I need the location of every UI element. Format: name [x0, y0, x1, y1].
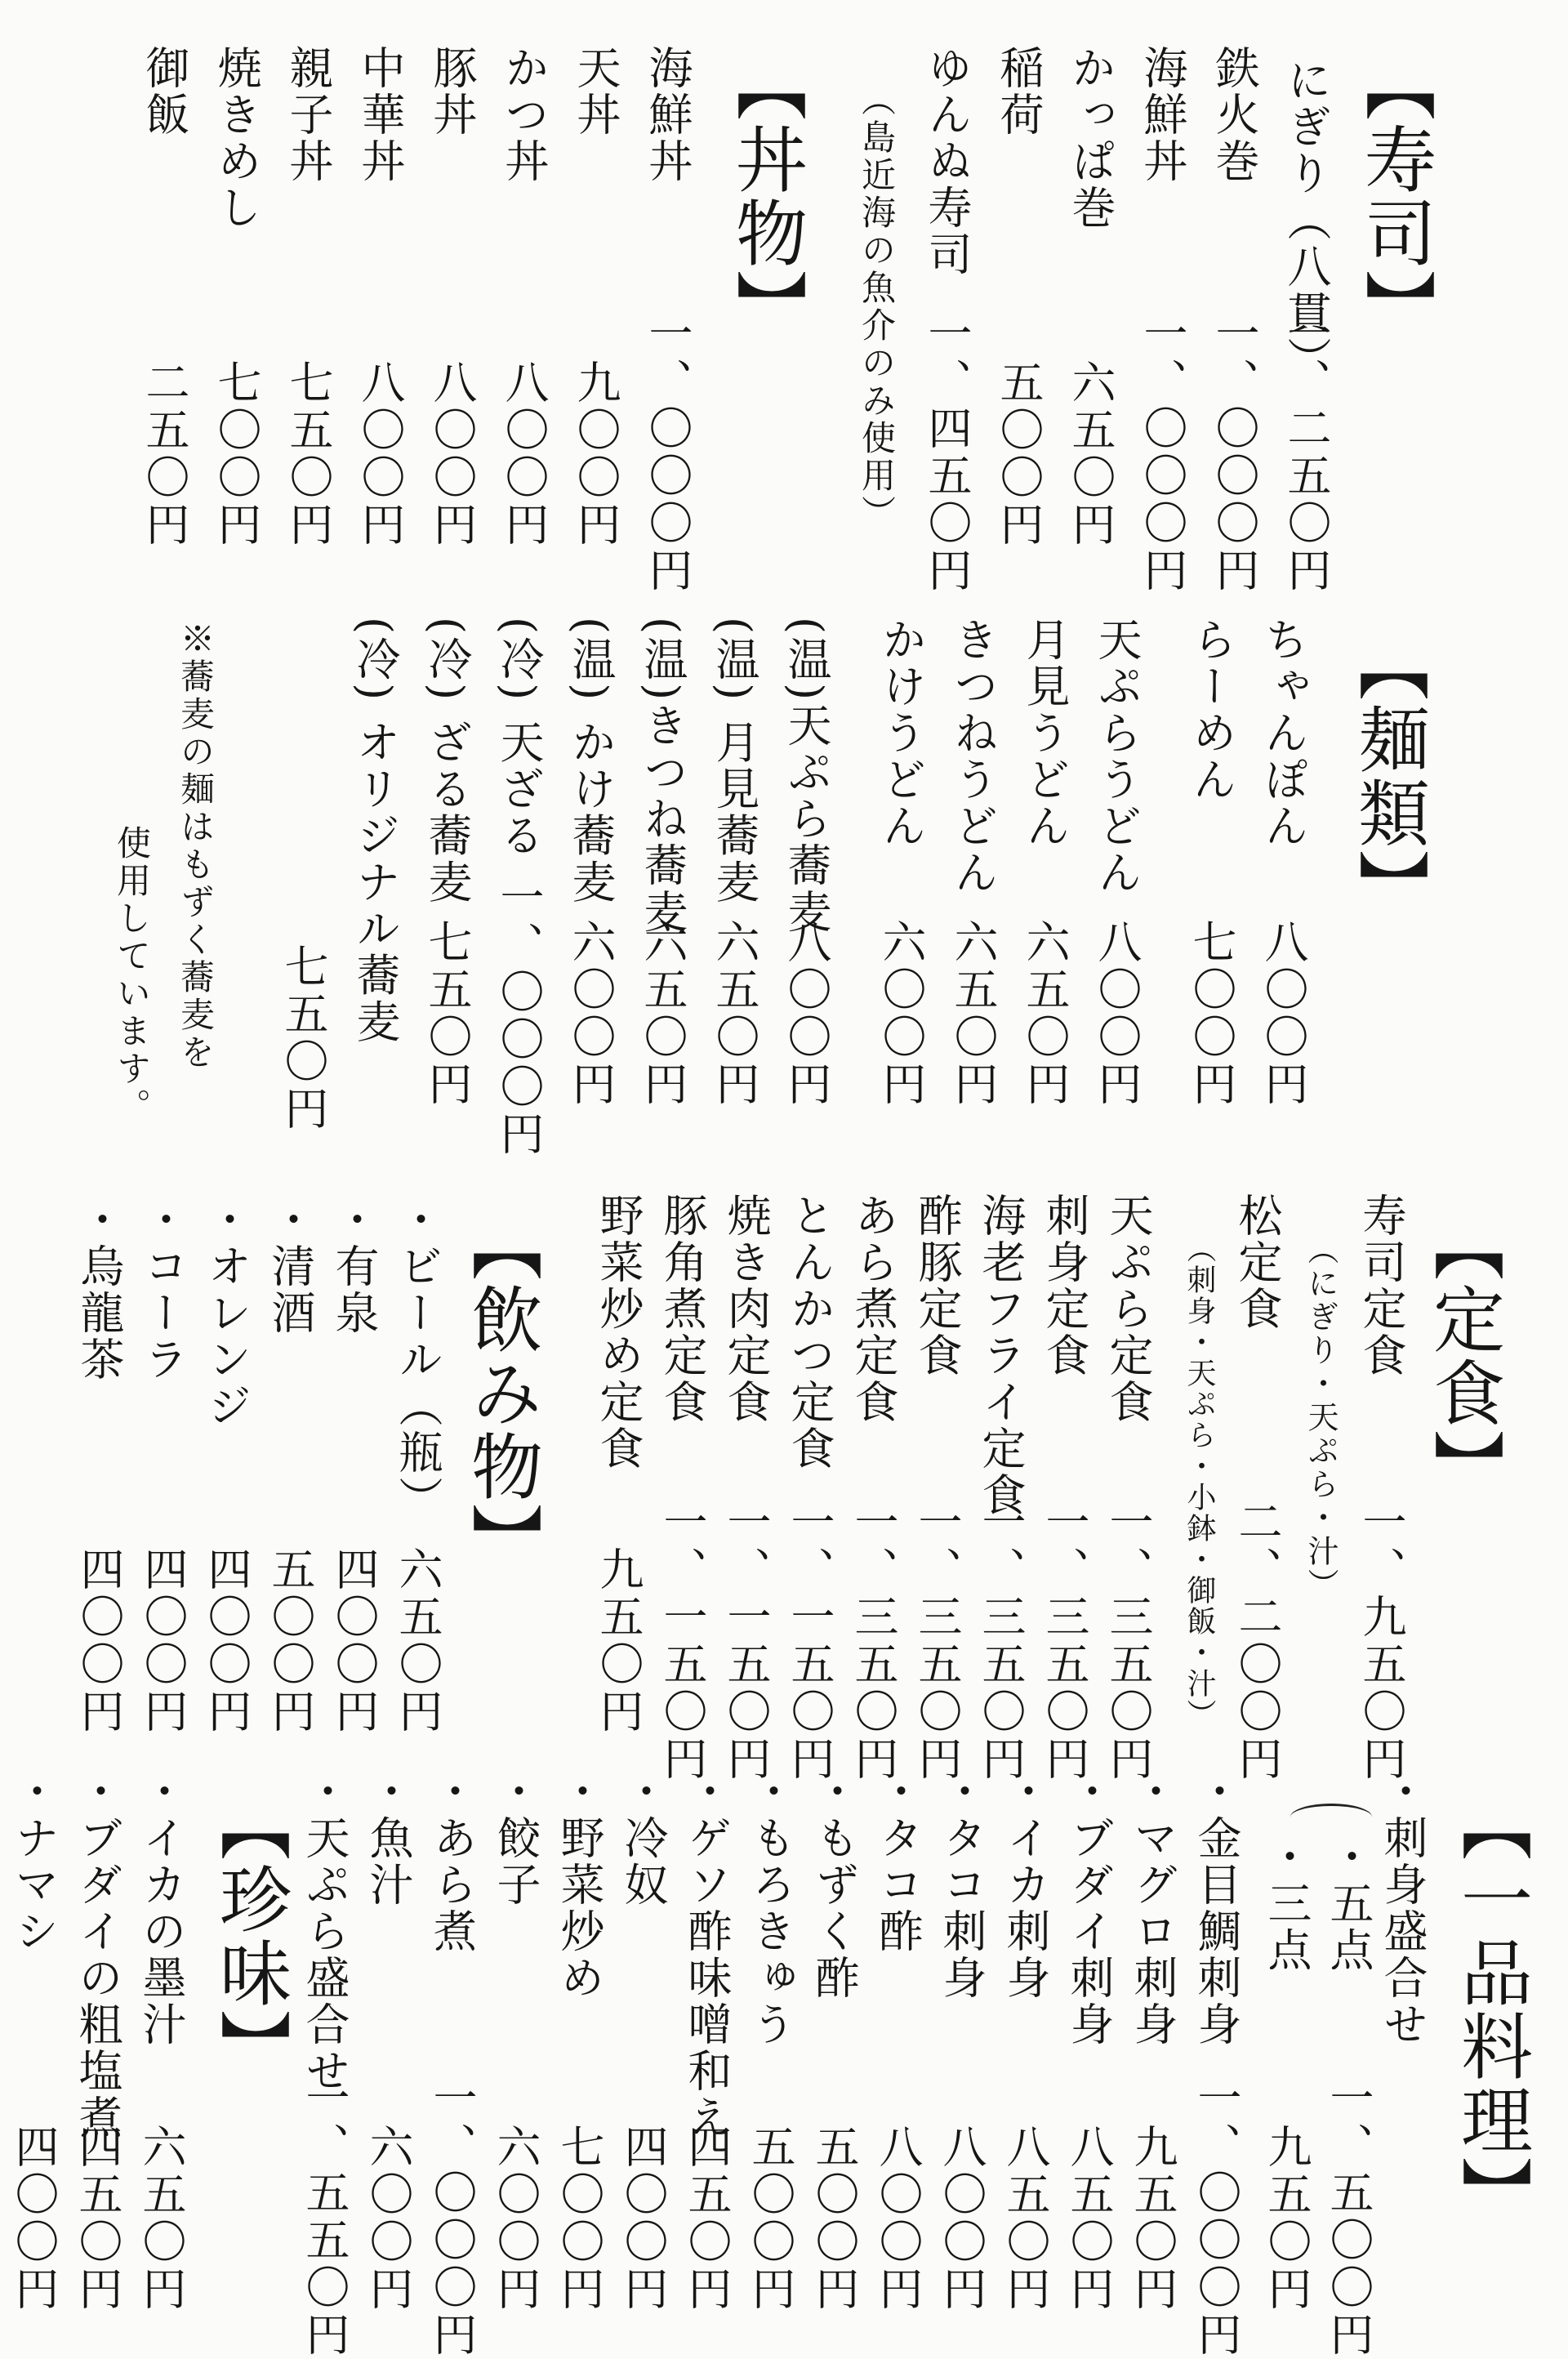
drinks-item-price: 四〇〇円 [137, 1546, 189, 1736]
teishoku-item-name: とんかつ定食 [784, 1193, 835, 1472]
sushi-item-name: 稲荷 [993, 45, 1045, 138]
ippin-item-name: ・ 魚汁 [366, 1768, 410, 1908]
donburi-item-name: かつ丼 [498, 45, 550, 185]
noodles-item-name: (温) 月見蕎麦 [709, 617, 760, 906]
noodles-item-name: らーめん [1186, 617, 1237, 803]
ippin-brace [1290, 1804, 1372, 1831]
ippin-sashimi-five-price: 一、五〇〇円 [1323, 2075, 1374, 2359]
drinks-item-price: 六五〇円 [392, 1546, 443, 1736]
ippin-item-name: ・ 野菜炒め [557, 1768, 601, 2001]
teishoku-item-price: 一、一五〇円 [720, 1499, 772, 1783]
ippin-item-name: ・ ブダイ刺身 [1067, 1768, 1111, 2048]
donburi-item-price: 九〇〇円 [570, 359, 621, 549]
drinks-item-price: 四〇〇円 [74, 1546, 125, 1736]
noodles-heading: 【麺類】 [1347, 629, 1431, 923]
noodles-note-line1: ※蕎麦の麺はもずく蕎麦を [176, 621, 216, 1072]
donburi-item-name: 焼きめし [211, 45, 262, 231]
teishoku-item-price: 一、三五〇円 [848, 1499, 899, 1783]
ippin-sashimi-three: ・ 三点 [1264, 1834, 1308, 1973]
noodles-item-price: 八〇〇円 [1091, 919, 1143, 1108]
donburi-item-price: 八〇〇円 [498, 359, 550, 549]
drinks-item-name: ・ 烏龍茶 [77, 1197, 121, 1383]
donburi-item-price: 七五〇円 [283, 359, 334, 549]
drinks-item-name: ・ オレンジ [204, 1197, 248, 1429]
noodles-item-name: (冷) オリジナル蕎麦 [350, 617, 401, 1046]
drinks-item-price: 四〇〇円 [201, 1546, 252, 1736]
ippin-item-name: ・ 天ぷら盛合せ [302, 1768, 346, 2094]
teishoku-item-name: 松定食 [1232, 1193, 1283, 1332]
ippin-item-price: 一、〇〇〇円 [426, 2075, 478, 2359]
ippin-item-name: ・ 金目鯛刺身 [1194, 1768, 1238, 2048]
sushi-item-name: 海鮮丼 [1137, 45, 1188, 185]
ippin-item-name: ・ あら煮 [430, 1768, 474, 1955]
ippin-heading: 【一品料理】 [1450, 1789, 1534, 2230]
teishoku-item-name: 天ぷら定食 [1102, 1193, 1154, 1425]
sushi-item-price: 一、〇〇〇円 [1137, 310, 1188, 595]
teishoku-item-price: 一、三五〇円 [911, 1499, 963, 1783]
ippin-item-price: 四五〇円 [681, 2124, 733, 2313]
drinks-item-price: 五〇〇円 [265, 1546, 316, 1736]
chinmi-item-name: ・ イカの墨汁 [139, 1768, 183, 2048]
ippin-item-price: 六〇〇円 [490, 2124, 541, 2313]
noodles-item-price: 八〇〇円 [781, 919, 832, 1108]
donburi-item-name: 豚丼 [426, 45, 478, 138]
teishoku-item-price: 一、一五〇円 [657, 1499, 708, 1783]
ippin-item-price: 四〇〇円 [617, 2124, 669, 2313]
ippin-item-name: ・ もずく酢 [812, 1768, 856, 2001]
chinmi-item-name: ・ ナマシ [11, 1768, 56, 1955]
chinmi-item-price: 六五〇円 [136, 2124, 187, 2313]
teishoku-heading: 【定食】 [1422, 1209, 1506, 1503]
noodles-item-name: 月見うどん [1019, 617, 1071, 850]
ippin-item-price: 一、〇〇〇円 [1191, 2075, 1242, 2359]
ippin-item-name: ・ 餃子 [493, 1768, 537, 1908]
donburi-item-price: 一、〇〇〇円 [642, 310, 693, 595]
drinks-item-name: ・ コーラ [140, 1197, 185, 1383]
donburi-item-name: 海鮮丼 [642, 45, 693, 185]
donburi-item-price: 七〇〇円 [211, 359, 262, 549]
donburi-heading: 【丼物】 [724, 49, 808, 343]
noodles-item-price: 八〇〇円 [1258, 919, 1309, 1108]
ippin-sashimi-five: ・ 五点 [1326, 1834, 1370, 1973]
teishoku-item-name: 野菜炒め定食 [593, 1193, 644, 1472]
donburi-item-name: 中華丼 [354, 45, 406, 185]
noodles-item-price: 六五〇円 [637, 919, 688, 1108]
teishoku-item-price: 九五〇円 [593, 1546, 644, 1736]
ippin-item-name: ・ イカ刺身 [1003, 1768, 1047, 2001]
donburi-item-price: 八〇〇円 [426, 359, 478, 549]
noodles-item-price: 六〇〇円 [875, 919, 927, 1108]
noodles-item-name: (温)天ぷら蕎麦 [781, 617, 832, 936]
noodles-item-name: きつねうどん [947, 617, 999, 896]
ippin-item-price: 七〇〇円 [554, 2124, 605, 2313]
ippin-item-price: 五〇〇円 [808, 2124, 860, 2313]
noodles-item-name: ちゃんぽん [1258, 617, 1309, 850]
ippin-item-name: ・ タコ刺身 [939, 1768, 983, 2001]
donburi-item-price: 二五〇円 [139, 359, 190, 549]
noodles-item-price: 六五〇円 [947, 919, 999, 1108]
noodles-item-name: (冷) 天ざる [493, 617, 545, 859]
noodles-item-price: 七〇〇円 [1186, 919, 1237, 1108]
sushi-item-name: 鉄火巻 [1209, 45, 1260, 185]
sushi-item-price: 六五〇円 [1065, 359, 1116, 549]
chinmi-heading: 【珍味】 [208, 1789, 292, 2083]
ippin-item-name: ・ 冷奴 [621, 1768, 665, 1908]
drinks-item-name: ・ 清酒 [268, 1197, 312, 1336]
teishoku-item-name: 刺身定食 [1039, 1193, 1090, 1379]
teishoku-item-name: 海老フライ定食 [975, 1193, 1027, 1518]
teishoku-item-name: あら煮定食 [848, 1193, 899, 1425]
teishoku-item-price: 一、三五〇円 [975, 1499, 1027, 1783]
teishoku-item-price: 一、九五〇円 [1356, 1499, 1407, 1783]
drinks-item-price: 四〇〇円 [328, 1546, 380, 1736]
ippin-item-name: ・ ゲソ酢味噌和え [684, 1768, 728, 2141]
sushi-item-price: 一、〇〇〇円 [1209, 310, 1260, 595]
chinmi-item-price: 四〇〇円 [8, 2124, 60, 2313]
noodles-item-price: 一、〇〇〇円 [493, 874, 545, 1158]
ippin-item-price: 九五〇円 [1127, 2124, 1178, 2313]
ippin-item-name: ・ マグロ刺身 [1130, 1768, 1174, 2048]
noodles-item-name: (冷) ざる蕎麦 [421, 617, 473, 906]
noodles-item-price: 七五〇円 [421, 919, 473, 1108]
teishoku-item-name: 豚角煮定食 [657, 1193, 708, 1425]
ippin-item-price: 八〇〇円 [872, 2124, 924, 2313]
ippin-item-price: 八五〇円 [1063, 2124, 1115, 2313]
sushi-note: （島近海の魚介のみ使用） [857, 82, 897, 533]
sushi-item-name: かっぱ巻 [1065, 45, 1116, 231]
noodles-item-name: かけうどん [875, 617, 927, 850]
donburi-item-name: 親子丼 [283, 45, 334, 185]
noodles-item-name: (温) かけ蕎麦 [565, 617, 617, 906]
teishoku-item-price: 一、三五〇円 [1039, 1499, 1090, 1783]
ippin-item-price: 八〇〇円 [936, 2124, 987, 2313]
donburi-item-name: 天丼 [570, 45, 621, 138]
noodles-item-price: 七五〇円 [278, 943, 329, 1133]
noodles-item-name: 天ぷらうどん [1091, 617, 1143, 896]
sushi-item-price: 五〇〇円 [993, 359, 1045, 549]
donburi-item-name: 御飯 [139, 45, 190, 138]
ippin-item-price: 五〇〇円 [745, 2124, 796, 2313]
ippin-item-price: 六〇〇円 [363, 2124, 414, 2313]
sushi-heading: 【寿司】 [1353, 49, 1437, 343]
ippin-item-price: 八五〇円 [1000, 2124, 1051, 2313]
ippin-item-name: ・ タコ酢 [875, 1768, 920, 1955]
drinks-heading: 【飲み物】 [460, 1209, 544, 1576]
teishoku-item-price: 一、三五〇円 [1102, 1499, 1154, 1783]
ippin-sashimi-three-price: 九五〇円 [1261, 2124, 1312, 2313]
sushi-item-price: 一、四五〇円 [921, 310, 973, 595]
drinks-item-name: ・ ビール（瓶） [395, 1197, 439, 1523]
sushi-item-name: にぎり（八貫） [1281, 57, 1332, 383]
noodles-item-name: (温)きつね蕎麦 [637, 617, 688, 936]
chinmi-item-name: ・ ブダイの粗塩煮 [75, 1768, 119, 2141]
sushi-item-name: ゆんぬ寿司 [921, 45, 973, 278]
teishoku-item-price: 一、一五〇円 [784, 1499, 835, 1783]
teishoku-item-name: 酢豚定食 [911, 1193, 963, 1379]
teishoku-item-price: 二、二〇〇円 [1232, 1499, 1283, 1783]
ippin-item-name: ・ もろきゅう [748, 1768, 792, 2048]
noodles-note-line2: 使用しています。 [112, 825, 152, 1126]
ippin-item-price: 一、五五〇円 [299, 2075, 350, 2359]
noodles-item-price: 六〇〇円 [565, 919, 617, 1108]
teishoku-item-name: 焼き肉定食 [720, 1193, 772, 1425]
noodles-item-price: 六五〇円 [1019, 919, 1071, 1108]
chinmi-item-price: 四五〇円 [72, 2124, 123, 2313]
donburi-item-price: 八〇〇円 [354, 359, 406, 549]
drinks-item-name: ・ 有泉 [332, 1197, 376, 1336]
teishoku-item-name: 寿司定食 [1356, 1193, 1407, 1379]
ippin-sashimi-name: ・ 刺身盛合せ [1380, 1768, 1424, 2048]
teishoku-sub2: （刺身・天ぷら・小鉢・御飯・汁） [1183, 1233, 1216, 1730]
noodles-item-price: 六五〇円 [709, 919, 760, 1108]
teishoku-sub1: （にぎり・天ぷら・汁） [1303, 1233, 1339, 1602]
sushi-item-price: 一、二五〇円 [1281, 310, 1332, 595]
